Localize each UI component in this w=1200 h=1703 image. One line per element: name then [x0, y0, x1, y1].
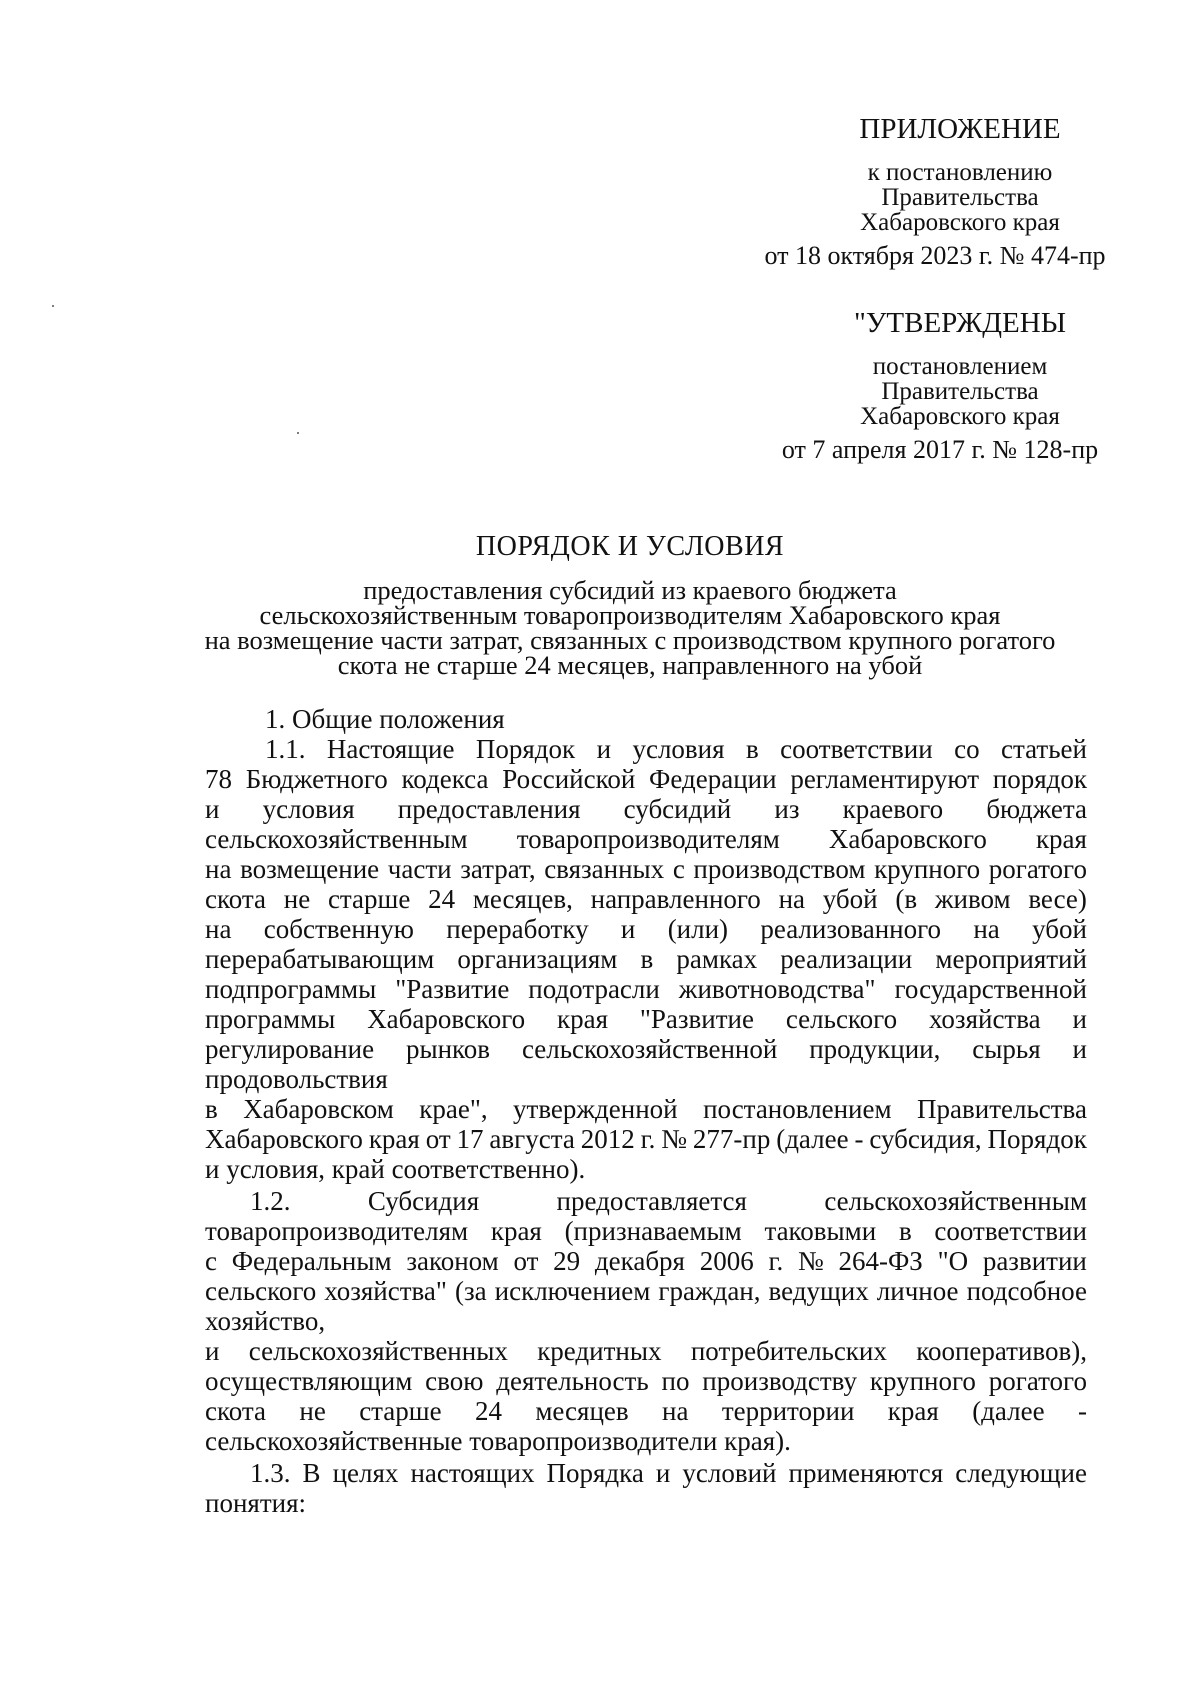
- body-word: реализации: [780, 944, 913, 974]
- body-word: по: [661, 1366, 690, 1396]
- body-word: 1.3.: [250, 1458, 291, 1488]
- body-word: края: [368, 1124, 420, 1154]
- body-word: от: [513, 1246, 539, 1276]
- body-word: не: [299, 1396, 326, 1426]
- body-word: краевого: [842, 794, 944, 824]
- body-word: направленного: [590, 884, 761, 914]
- body-word: рогатого: [988, 854, 1087, 884]
- body-word: с: [205, 1246, 217, 1276]
- body-word: исключением: [494, 1276, 651, 1306]
- body-word: в: [898, 1216, 912, 1246]
- body-word: и: [205, 1336, 220, 1366]
- body-word: собственную: [263, 914, 414, 944]
- approved-line: Хабаровского края: [860, 403, 1060, 430]
- body-word: 2006: [699, 1246, 754, 1276]
- body-line: [205, 824, 1087, 854]
- body-line: [205, 1396, 1087, 1426]
- body-word: Федерации: [649, 764, 777, 794]
- body-word: и: [205, 794, 220, 824]
- body-word: края: [1035, 824, 1087, 854]
- body-word: (далее: [776, 1124, 849, 1154]
- body-line: [205, 1276, 1087, 1306]
- body-word: животноводства": [678, 974, 876, 1004]
- body-word: 1.2.: [250, 1186, 291, 1216]
- scan-speck: [297, 432, 299, 434]
- body-word: соответствии: [934, 1216, 1087, 1246]
- subtitle-line: на возмещение части затрат, связанных с производством крупного рогатого: [204, 625, 1056, 655]
- body-word: рогатого: [988, 1366, 1087, 1396]
- body-line: продовольствия: [205, 1064, 388, 1094]
- body-word: августа: [489, 1124, 575, 1154]
- body-line: [205, 1336, 1087, 1366]
- body-word: 24: [474, 1396, 502, 1426]
- body-line: [205, 944, 1087, 974]
- body-word: от: [425, 1124, 451, 1154]
- body-word: не: [283, 884, 311, 914]
- body-word: сельскохозяйственных: [248, 1336, 508, 1366]
- body-word: кодекса: [401, 764, 489, 794]
- body-word: производством: [693, 854, 866, 884]
- body-word: сельского: [785, 1004, 898, 1034]
- body-line: сельскохозяйственные товаропроизводители края).: [205, 1426, 791, 1456]
- body-word: производству: [702, 1366, 857, 1396]
- body-line: и условия, край соответственно).: [205, 1154, 586, 1184]
- body-word: Федеральным: [231, 1246, 392, 1276]
- body-word: рамках: [676, 944, 758, 974]
- body-line: [205, 734, 1087, 764]
- body-word: г.: [640, 1124, 656, 1154]
- body-line: [205, 1216, 1087, 1246]
- body-word: Хабаровском: [243, 1094, 394, 1124]
- body-word: государственной: [894, 974, 1087, 1004]
- attachment-line: к постановлению: [867, 159, 1053, 186]
- body-word: подотрасли: [528, 974, 660, 1004]
- body-word: в: [640, 944, 654, 974]
- body-word: организациям: [457, 944, 618, 974]
- body-word: и: [655, 1458, 671, 1488]
- body-word: товаропроизводителям: [205, 1216, 469, 1246]
- body-word: продукции,: [809, 1034, 941, 1064]
- body-word: Субсидия: [367, 1186, 480, 1216]
- body-word: целях: [332, 1458, 399, 1488]
- body-word: 78: [205, 764, 232, 794]
- approved-block: [745, 306, 1175, 465]
- body-word: соответствии: [780, 734, 933, 764]
- body-word: -: [1077, 1396, 1087, 1426]
- body-word: -: [854, 1124, 864, 1154]
- approved-date: от 7 апреля 2017 г. № 128-пр: [781, 435, 1099, 464]
- document-title: ПОРЯДОК И УСЛОВИЯ: [475, 531, 785, 562]
- body-word: со: [954, 734, 980, 764]
- scan-speck: [52, 305, 54, 307]
- body-line: [205, 914, 1087, 944]
- body-word: подсобное: [966, 1276, 1087, 1306]
- body-word: личное: [876, 1276, 959, 1306]
- body-word: старше: [359, 1396, 442, 1426]
- body-word: №: [797, 1246, 824, 1276]
- body-word: сельскохозяйственным: [824, 1186, 1087, 1216]
- body-word: законом: [406, 1246, 499, 1276]
- body-word: крае",: [419, 1094, 488, 1124]
- body-word: скота: [205, 884, 266, 914]
- body-word: Российской: [502, 764, 636, 794]
- body-line: [205, 974, 1087, 1004]
- body-word: В: [302, 1458, 321, 1488]
- body-word: "Развитие: [395, 974, 510, 1004]
- body-word: Хабаровского: [367, 1004, 526, 1034]
- body-word: сельскохозяйственным: [205, 824, 468, 854]
- body-word: скота: [205, 1396, 266, 1426]
- approved-heading: "УТВЕРЖДЕНЫ: [854, 307, 1066, 339]
- body-word: сырья: [972, 1034, 1041, 1064]
- body-word: крупного: [874, 854, 981, 884]
- body-word: г.: [768, 1246, 784, 1276]
- body-word: сельского: [205, 1276, 317, 1306]
- body-word: перерабатывающим: [205, 944, 435, 974]
- body-word: связанных: [544, 854, 665, 884]
- body-word: убой: [1032, 914, 1087, 944]
- body-word: живом: [934, 884, 1011, 914]
- body-word: 264-ФЗ: [838, 1246, 923, 1276]
- body-word: потребительских: [690, 1336, 887, 1366]
- body-word: и: [1072, 1034, 1087, 1064]
- body-word: Настоящие: [326, 734, 455, 764]
- body-word: таковыми: [764, 1216, 877, 1246]
- body-word: настоящих: [410, 1458, 535, 1488]
- body-word: на: [205, 914, 232, 944]
- body-word: утвержденной: [513, 1094, 678, 1124]
- body-line: [205, 764, 1087, 794]
- body-word: регламентируют: [790, 764, 979, 794]
- body-word: 17: [456, 1124, 484, 1154]
- subtitle-line: предоставления субсидий из краевого бюджета: [363, 575, 897, 605]
- body-word: декабря: [594, 1246, 685, 1276]
- body-word: в: [205, 1094, 218, 1124]
- body-word: рынков: [405, 1034, 491, 1064]
- body-word: Бюджетного: [245, 764, 388, 794]
- body-word: (признаваемым: [564, 1216, 742, 1246]
- body-word: условий: [682, 1458, 777, 1488]
- body-line: [205, 1246, 1087, 1276]
- body-word: убой: [822, 884, 878, 914]
- body-word: края: [490, 1216, 542, 1246]
- body-word: 277-пр: [692, 1124, 771, 1154]
- attachment-line: Правительства: [881, 184, 1039, 211]
- body-word: и: [1072, 1004, 1087, 1034]
- body-word: хозяйства: [928, 1004, 1041, 1034]
- body-line: [205, 1094, 1087, 1124]
- body-word: Правительства: [917, 1094, 1087, 1124]
- body-line: [205, 1124, 1087, 1154]
- body-word: развитии: [982, 1246, 1087, 1276]
- body-line: [205, 1004, 1087, 1034]
- attachment-heading: ПРИЛОЖЕНИЕ: [859, 113, 1061, 145]
- body-word: кооперативов),: [916, 1336, 1087, 1366]
- body-word: ведущих: [768, 1276, 869, 1306]
- body-word: Порядка: [546, 1458, 644, 1488]
- body-word: условия: [262, 794, 355, 824]
- body-word: края: [887, 1396, 939, 1426]
- body-word: затрат,: [460, 854, 536, 884]
- body-word: на: [973, 914, 1000, 944]
- body-word: весе): [1028, 884, 1087, 914]
- attachment-block: [745, 112, 1175, 271]
- body-word: крупного: [869, 1366, 976, 1396]
- body-line: [205, 1366, 1087, 1396]
- body-word: регулирование: [205, 1034, 375, 1064]
- body-word: (в: [895, 884, 918, 914]
- approved-line: постановлением: [872, 353, 1048, 380]
- body-word: 24: [428, 884, 456, 914]
- body-word: Порядок: [475, 734, 576, 764]
- body-word: месяцев: [535, 1396, 629, 1426]
- body-word: порядок: [992, 764, 1087, 794]
- body-word: "Развитие: [639, 1004, 754, 1034]
- body-word: возмещение: [240, 854, 380, 884]
- body-word: свою: [425, 1366, 484, 1396]
- body-word: (или): [667, 914, 729, 944]
- body-word: переработку: [446, 914, 589, 944]
- body-word: края: [556, 1004, 609, 1034]
- body-word: на: [778, 884, 805, 914]
- body-word: граждан,: [658, 1276, 761, 1306]
- body-word: субсидия,: [869, 1124, 982, 1154]
- body-word: 1.1.: [265, 734, 306, 764]
- body-word: условия: [632, 734, 725, 764]
- body-line: 1. Общие положения: [265, 704, 505, 734]
- body-word: бюджета: [986, 794, 1087, 824]
- body-word: на: [205, 854, 232, 884]
- body-line: [205, 1034, 1087, 1064]
- body-word: следующие: [955, 1458, 1087, 1488]
- document-body: [205, 704, 1087, 1518]
- body-word: из: [774, 794, 800, 824]
- body-word: постановлением: [703, 1094, 892, 1124]
- body-word: в: [745, 734, 759, 764]
- body-line: [205, 794, 1087, 824]
- body-word: "О: [937, 1246, 969, 1276]
- body-word: осуществляющим: [205, 1366, 413, 1396]
- attachment-line: Хабаровского края: [860, 209, 1060, 236]
- body-word: с: [672, 854, 685, 884]
- body-word: деятельность: [496, 1366, 649, 1396]
- body-word: 2012: [580, 1124, 635, 1154]
- body-word: территории: [721, 1396, 855, 1426]
- body-word: кредитных: [537, 1336, 662, 1366]
- body-word: предоставляется: [556, 1186, 747, 1216]
- body-word: (далее: [972, 1396, 1045, 1426]
- body-word: реализованного: [760, 914, 942, 944]
- body-line: понятия:: [205, 1488, 306, 1518]
- body-word: Хабаровского: [828, 824, 987, 854]
- body-word: и: [596, 734, 612, 764]
- body-word: старше: [327, 884, 411, 914]
- body-word: хозяйства": [324, 1276, 447, 1306]
- body-word: части: [387, 854, 452, 884]
- body-word: №: [661, 1124, 687, 1154]
- subtitle-line: скота не старше 24 месяцев, направленного на убой: [337, 650, 923, 680]
- attachment-date: от 18 октября 2023 г. № 474-пр: [764, 241, 1106, 270]
- body-word: 29: [553, 1246, 581, 1276]
- body-word: субсидий: [623, 794, 732, 824]
- body-line: [205, 884, 1087, 914]
- body-word: сельскохозяйственной: [521, 1034, 778, 1064]
- subtitle-line: сельскохозяйственным товаропроизводителям Хабаровского края: [259, 600, 1001, 630]
- body-word: программы: [205, 1004, 336, 1034]
- body-word: мероприятий: [935, 944, 1087, 974]
- body-word: предоставления: [397, 794, 581, 824]
- body-word: (за: [454, 1276, 487, 1306]
- body-word: товаропроизводителям: [516, 824, 780, 854]
- body-word: Хабаровского: [205, 1124, 363, 1154]
- body-word: статьей: [1001, 734, 1087, 764]
- body-line: [205, 854, 1087, 884]
- body-line: [205, 1458, 1087, 1488]
- body-word: месяцев,: [472, 884, 573, 914]
- body-word: на: [662, 1396, 689, 1426]
- body-line: хозяйство,: [205, 1306, 326, 1336]
- approved-line: Правительства: [881, 378, 1039, 405]
- body-word: подпрограммы: [205, 974, 377, 1004]
- body-word: Порядок: [987, 1124, 1087, 1154]
- document-subtitle: [170, 575, 1090, 680]
- body-word: и: [620, 914, 636, 944]
- body-line: [205, 1186, 1087, 1216]
- body-word: применяются: [788, 1458, 944, 1488]
